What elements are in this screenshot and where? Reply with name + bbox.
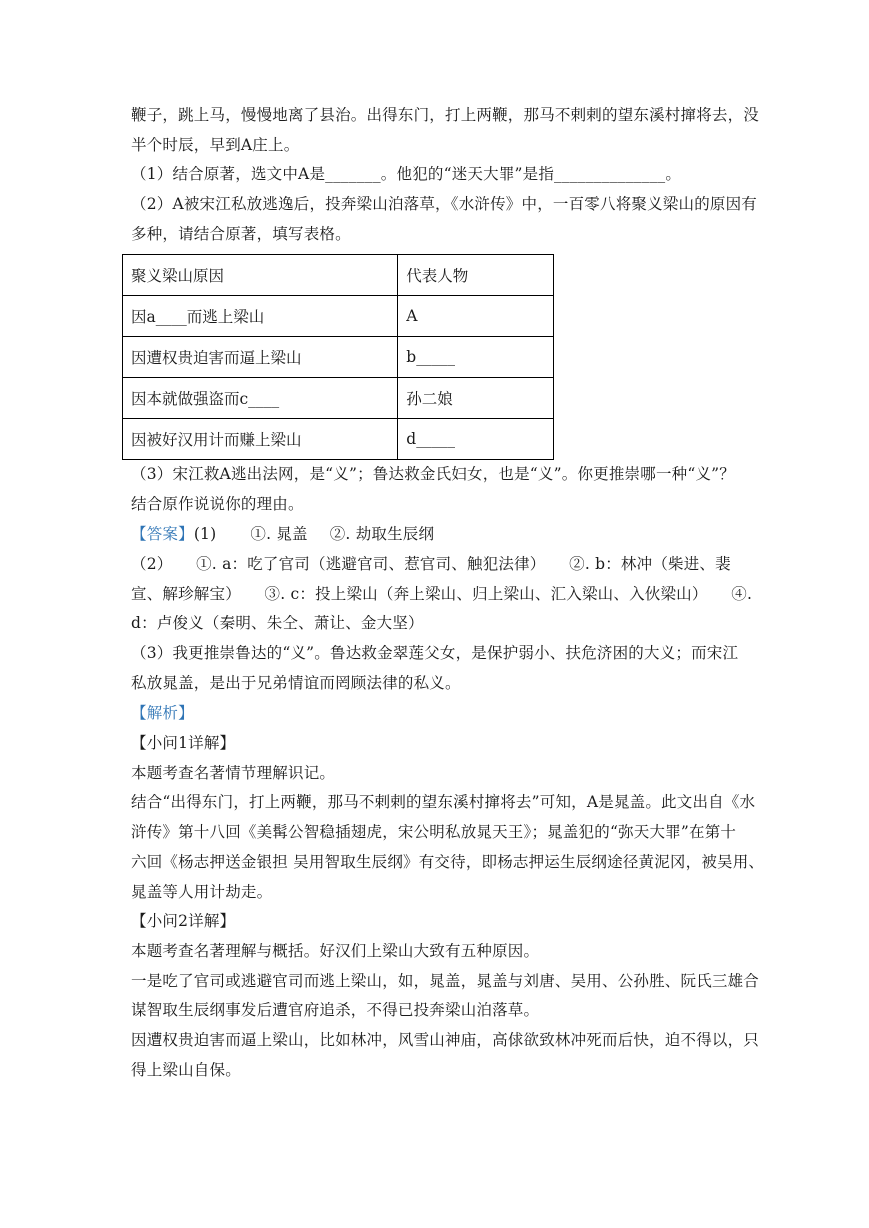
analysis-sub2-p1: 本题考查名著理解与概括。好汉们上梁山大致有五种原因。 [131,942,540,960]
analysis-sub2-p3-l1: 因遭权贵迫害而逼上梁山，比如林冲，风雪山神庙，高俅欲致林冲死而后快，迫不得以，只 [131,1031,760,1049]
table-row [123,337,554,378]
table-cell: 因a____而逃上梁山 [123,296,398,337]
answer-q3-line-2: 私放晁盖，是出于兄弟情谊而罔顾法律的私义。 [131,674,461,692]
table-cell: 因被好汉用计而赚上梁山 [123,419,398,460]
analysis-sub2-p3-l2: 得上梁山自保。 [131,1061,241,1079]
analysis-sub1-p1: 本题考查名著情节理解识记。 [131,764,336,782]
analysis-label: 【解析】 [131,704,194,722]
passage-line-1: 鞭子，跳上马，慢慢地离了县治。出得东门，打上两鞭，那马不剌剌的望东溪村撺将去，没 [131,106,760,124]
table-row [123,378,554,419]
analysis-sub1-p2-l3: 六回《杨志押送金银担 吴用智取生辰纲》有交待，即杨志押运生辰纲途径黄泥冈，被吴用、 [131,853,765,871]
table-header-cell: 聚义梁山原因 [123,255,398,296]
question-3-line-1: （3）宋江救A逃出法网，是“义”；鲁达救金氏妇女，也是“义”。你更推崇哪一种“义”？ [131,465,736,483]
reason-table [122,254,554,460]
table-cell: 孙二娘 [398,378,554,419]
table-cell: A [398,296,554,337]
table-row [123,419,554,460]
table-cell: 因遭权贵迫害而逼上梁山 [123,337,398,378]
question-1: （1）结合原著，选文中A是_______。他犯的“迷天大罪”是指______________。 [131,165,682,183]
table-row [123,296,554,337]
analysis-sub2-p2-l2: 谋智取生辰纲事发后遭官府追杀，不得已投奔梁山泊落草。 [131,1001,540,1019]
answer-q2-line-3: d：卢俊义（秦明、朱仝、萧让、金大坚） [131,614,424,632]
answer-q1 [131,524,741,544]
table-cell: d_____ [398,419,554,460]
table-header-cell: 代表人物 [398,255,554,296]
analysis-sub1-p2-l1: 结合“出得东门，打上两鞭，那马不剌剌的望东溪村撺将去”可知，A是晁盖。此文出自《水 [131,793,756,811]
table-cell: b_____ [398,337,554,378]
analysis-sub1-p2-l4: 晁盖等人用计劫走。 [131,883,273,901]
analysis-sub2-title: 【小问2详解】 [131,912,236,930]
table-cell: 因本就做强盗而c____ [123,378,398,419]
table-row [123,255,554,296]
answer-q2-line-2: 宣、解珍解宝） ③. c：投上梁山（奔上梁山、归上梁山、汇入梁山、入伙梁山） ④. [131,585,753,603]
analysis-sub2-p2-l1: 一是吃了官司或逃避官司而逃上梁山，如，晁盖，晁盖与刘唐、吴用、公孙胜、阮氏三雄合 [131,972,760,990]
question-3-line-2: 结合原作说说你的理由。 [131,495,304,513]
analysis-sub1-title: 【小问1详解】 [131,734,236,752]
question-2-line-1: （2）A被宋江私放逃逸后，投奔梁山泊落草，《水浒传》中，一百零八将聚义梁山的原因有 [131,195,758,213]
answer-q1-number: (1) [193,525,217,543]
answer-q2-line-1: （2） ①. a：吃了官司（逃避官司、惹官司、触犯法律） ②. b：林冲（柴进、裴 [131,555,731,573]
answer-q3-line-1: （3）我更推崇鲁达的“义”。鲁达救金翠莲父女，是保护弱小、扶危济困的大义；而宋江 [131,644,739,662]
analysis-sub1-p2-l2: 浒传》第十八回《美髯公智稳插翅虎，宋公明私放晁天王》；晁盖犯的“弥天大罪”在第十 [131,823,737,841]
passage-line-2: 半个时辰，早到A庄上。 [131,136,300,154]
answer-q1-a: ①. 晁盖 [250,525,308,543]
question-2-line-2: 多种，请结合原著，填写表格。 [131,225,351,243]
answer-q1-b: ②. 劫取生辰纲 [329,525,435,543]
answer-label: 【答案】 [131,525,194,543]
